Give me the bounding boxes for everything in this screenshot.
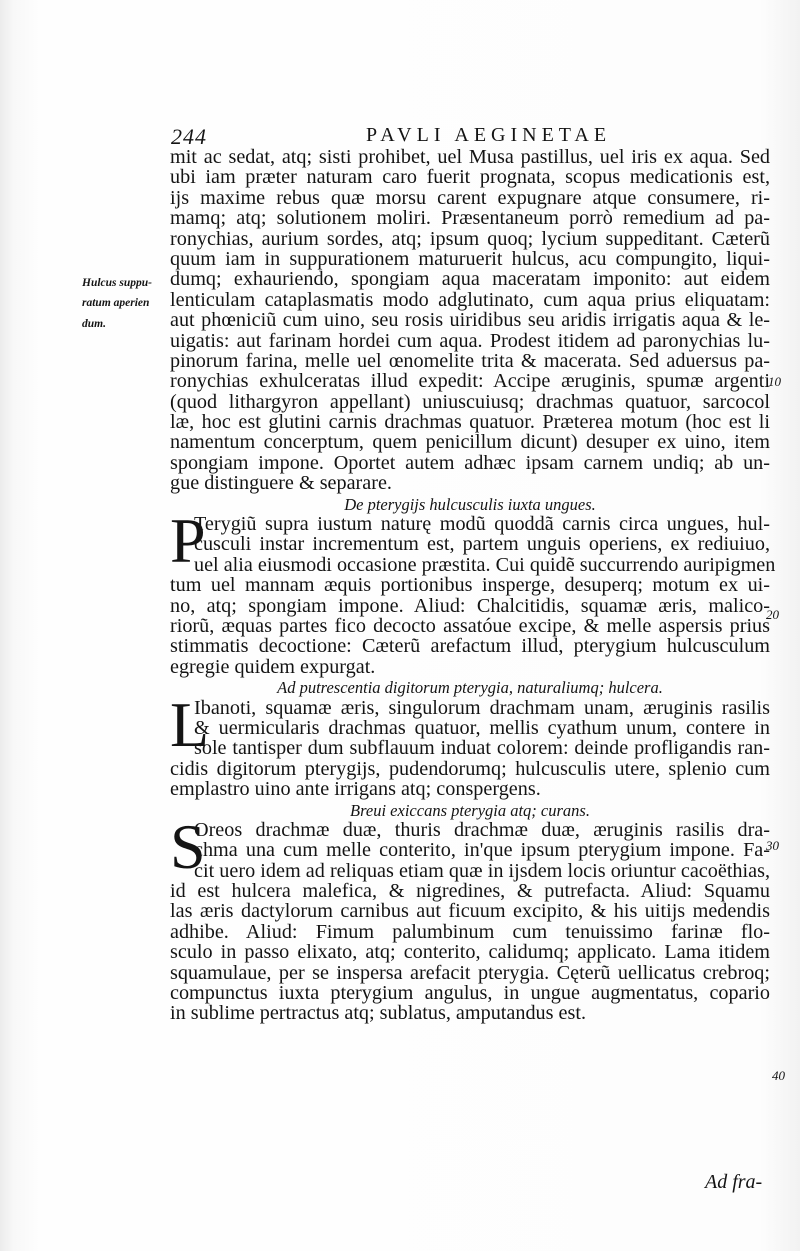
text-line: cusculi instar incrementum est, partem unguis operiens, ex rediuiuo,: [194, 533, 770, 556]
text-line: id est hulcera malefica, & nigredines, & putrefacta. Aliud: Squamu: [170, 880, 770, 903]
section-heading: De pterygijs hulcusculis iuxta ungues.: [344, 494, 596, 514]
text-line: ijs maxime rebus quæ morsu carent expugnare atque consumere, ri-: [170, 186, 770, 209]
margin-note-line: dum.: [82, 317, 106, 330]
text-line: ronychias, aurium sordes, atq; ipsum quoq; lycium suppeditant. Cæterũ: [170, 227, 770, 250]
text-line: sculo in passo elixato, atq; conterito, calidumq; applicato. Lama itidem: [170, 941, 770, 964]
text-line: egregie quidem expurgat.: [170, 655, 376, 678]
text-line: in sublime pertractus atq; sublatus, amputandus est.: [170, 1002, 587, 1025]
drop-cap: P: [170, 505, 206, 577]
text-line: namentum concerptum, quem penicillum dicunt) desuper ex uino, item: [170, 431, 770, 454]
text-line: mamq; atq; solutionem moliri. Præsentaneum porrò remedium ad pa-: [170, 207, 770, 230]
margin-note: [82, 273, 174, 334]
section-heading: Ad putrescentia digitorum pterygia, naturaliumq; hulcera.: [277, 678, 663, 698]
text-line: Oreos drachmæ duæ, thuris drachmæ duæ, æruginis rasilis dra-: [194, 818, 770, 841]
text-line: læ, hoc est glutini carnis drachmas quatuor. Præterea motum (hoc est li: [170, 411, 770, 434]
text-line: quum iam in suppurationem maturuerit hulcus, acu compungito, liqui-: [170, 247, 770, 270]
text-line: dumq; exhauriendo, spongiam aqua maceratam imponito: aut eidem: [170, 268, 770, 291]
text-line: pinorum farina, melle uel œnomelite trita & macerata. Sed aduersus pa-: [170, 349, 770, 372]
text-line: sole tantisper dum subflauum induat colorem: deinde profligandis ran-: [194, 737, 770, 760]
text-line: ubi iam præter naturam caro fuerit prognata, scopus medicationis est,: [170, 166, 770, 189]
text-line: cidis digitorum pterygijs, pudendorumq; hulcusculis utere, splenio cum: [170, 757, 770, 780]
text-line: uigatis: aut farinam hordei cum aqua. Prodest itidem ad paronychias lu-: [170, 329, 770, 352]
running-title: PAVLI AEGINETAE: [366, 124, 612, 146]
text-line: & uermicularis drachmas quatuor, mellis cyathum unum, contere in: [194, 716, 770, 739]
text-line: no, atq; spongiam impone. Aliud: Chalcitidis, squamæ æris, malico-: [170, 594, 770, 617]
text-line: ronychias exhulceratas illud expedit: Accipe æruginis, spumæ argenti: [170, 370, 770, 393]
text-line: lenticulam cataplasmatis modo adglutinato, cum aqua prius eliquatam:: [170, 288, 770, 311]
line-number-30: 30: [766, 838, 779, 853]
text-line: las æris dactylorum carnibus aut ficuum excipito, & his uitijs medendis: [170, 900, 770, 923]
text-line: riorũ, æquas partes fico decocto assatóue excipe, & melle aspersis prius: [170, 614, 770, 637]
text-line: compunctus iuxta pterygium angulus, in ungue augmentatus, copario: [170, 982, 770, 1005]
text-line: (quod lithargyron appellant) uniuscuiusq; drachmas quatuor, sarcocol: [170, 390, 770, 413]
text-line: Terygiũ supra iustum naturę modũ quoddã carnis circa ungues, hul-: [194, 513, 770, 536]
text-line: tum uel mannam æquis portionibus insperge, desuperq; motum ex ui-: [170, 574, 770, 597]
text-line: adhibe. Aliud: Fimum palumbinum cum tenuissimo farinæ flo-: [170, 920, 770, 943]
catchword: Ad fra-: [705, 1171, 763, 1193]
text-line: squamulaue, per se inspersa arefacit pterygia. Cęterũ uellicatus crebroq;: [170, 961, 770, 984]
text-line: mit ac sedat, atq; sisti prohibet, uel Musa pastillus, uel iris ex aqua. Sed: [170, 146, 770, 168]
text-line: gue distinguere & separare.: [170, 472, 392, 495]
margin-note-line: ratum aperien: [82, 297, 150, 310]
text-line: aut phœniciũ cum uino, seu rosis uiridibus seu aridis irrigatis aqua & le-: [170, 309, 770, 332]
line-number-20: 20: [766, 607, 779, 622]
line-number-10: 10: [768, 374, 781, 389]
text-line: Ibanoti, squamæ æris, singulorum drachmam unam, æruginis rasilis: [194, 696, 770, 719]
text-line: spongiam impone. Oportet autem adhæc ipsam carnem undiq; ab un-: [170, 451, 770, 474]
text-line: cit uero idem ad reliquas etiam quæ in ijsdem locis oriuntur cacoëthias,: [194, 859, 770, 882]
text-line: emplastro uino ante irrigans atq; conspergens.: [170, 778, 541, 801]
section-continuation: [170, 147, 770, 494]
line-number-40: 40: [772, 1068, 785, 1083]
text-line: stimmatis decoctione: Cæterũ arefactum illud, pterygium hulcusculum: [170, 635, 770, 658]
text-line: chma una cum melle conterito, in'que ipsum pterygium impone. Fa-: [194, 839, 770, 862]
page-number: 244: [171, 124, 207, 149]
drop-cap: S: [170, 810, 206, 882]
margin-note-line: Hulcus suppu-: [82, 277, 152, 289]
section-heading: Breui exiccans pterygia atq; curans.: [350, 800, 590, 820]
drop-cap: L: [170, 688, 210, 760]
text-line: uel alia eiusmodi occasione præstita. Cui quidẽ succurrendo auripigmen: [194, 553, 776, 576]
